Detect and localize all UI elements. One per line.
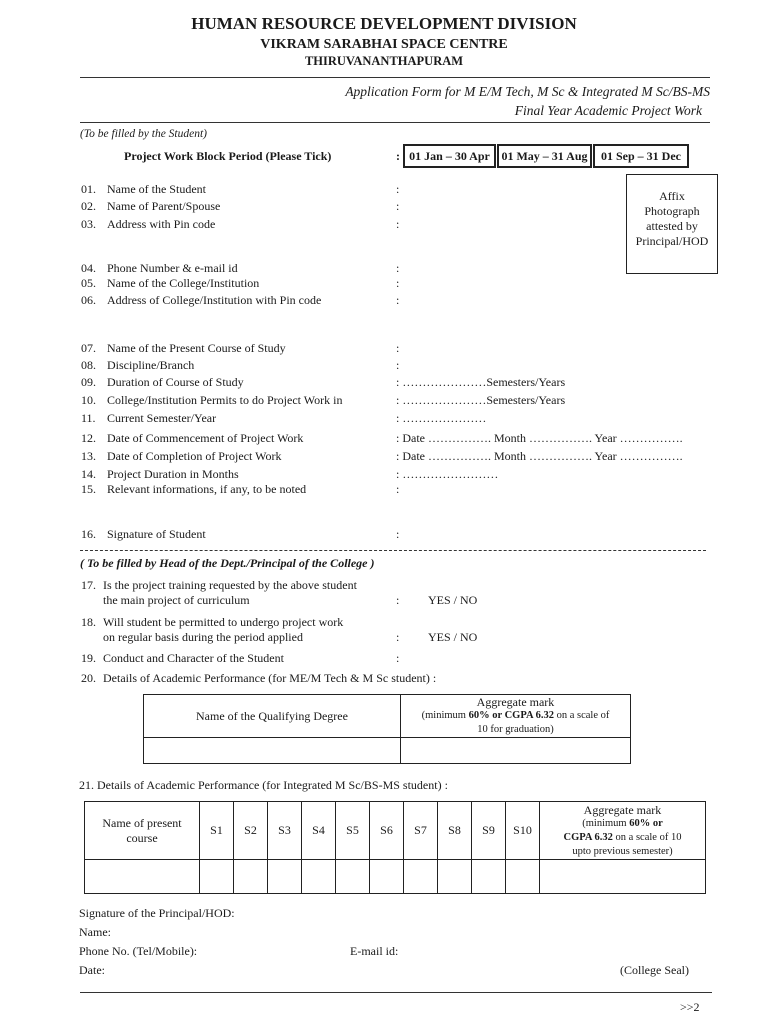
field-number: 14. (81, 467, 96, 481)
form-title-line1: Application Form for M E/M Tech, M Sc & Integrated M Sc/BS-MS (345, 84, 710, 99)
field-label: Name of Parent/Spouse (107, 199, 221, 213)
field-label: Current Semester/Year (107, 411, 217, 425)
field-number: 05. (81, 276, 96, 290)
aggregate-mark-cell[interactable] (540, 860, 706, 894)
field-number: 04. (81, 261, 96, 275)
aggregate-criteria-line2: 10 for graduation) (477, 724, 554, 735)
field-value[interactable]: : Date ……………. Month ……………. Year ……………. (396, 431, 683, 445)
field-label: Will student be permitted to undergo project work (103, 615, 344, 629)
principal-phone-label: Phone No. (Tel/Mobile): (79, 944, 198, 958)
photo-box-line: Affix (659, 189, 685, 203)
semester-mark-cell[interactable] (234, 860, 268, 894)
field-value[interactable]: : (396, 482, 400, 496)
field-colon: : (396, 630, 400, 644)
field-label: Name of the Present Course of Study (107, 341, 286, 355)
semester-marks-table (84, 801, 706, 894)
semester-mark-cell[interactable] (302, 860, 336, 894)
field-label: Is the project training requested by the above student (103, 578, 357, 592)
field-label: Address with Pin code (107, 217, 216, 231)
semester-mark-cell[interactable] (336, 860, 370, 894)
item-21-label: 21. Details of Academic Performance (for Integrated M Sc/BS-MS student) : (79, 778, 448, 792)
field-label: Relevant informations, if any, to be noted (107, 482, 307, 496)
field-value[interactable]: : (396, 358, 400, 372)
field-number: 09. (81, 375, 96, 389)
field-label: Name of the College/Institution (107, 276, 260, 290)
field-colon: : (396, 593, 400, 607)
semester-header: S2 (234, 802, 268, 860)
aggregate-title: Aggregate mark (476, 695, 555, 709)
present-course-cell[interactable] (85, 860, 200, 894)
semester-header: S10 (506, 802, 540, 860)
semester-header: S6 (370, 802, 404, 860)
field-number: 10. (81, 393, 96, 407)
field-label: Name of the Student (107, 182, 206, 196)
field-value[interactable]: : …………………Semesters/Years (396, 393, 566, 407)
division-title: HUMAN RESOURCE DEVELOPMENT DIVISION (191, 14, 577, 33)
field-label: the main project of curriculum (103, 593, 250, 607)
field-number: 20. (81, 671, 96, 685)
field-label: Duration of Course of Study (107, 375, 244, 389)
semester-header: S8 (438, 802, 472, 860)
field-number: 13. (81, 449, 96, 463)
next-page-indicator: >>2 (680, 1000, 700, 1014)
field-label: Discipline/Branch (107, 358, 195, 372)
field-label: Date of Commencement of Project Work (107, 431, 304, 445)
semester-mark-cell[interactable] (438, 860, 472, 894)
field-number: 18. (81, 615, 96, 629)
college-seal-label: (College Seal) (620, 963, 689, 977)
principal-email-label: E-mail id: (350, 944, 399, 958)
field-value[interactable]: : (396, 276, 400, 290)
photo-box-line: Photograph (644, 204, 700, 218)
semester-header: S3 (268, 802, 302, 860)
field-number: 11. (81, 411, 96, 425)
degree-name-cell[interactable] (144, 738, 401, 764)
principal-date-label: Date: (79, 963, 105, 977)
field-label: Signature of Student (107, 527, 206, 541)
photo-box (626, 174, 718, 274)
period-option-jan-apr[interactable]: 01 Jan – 30 Apr (404, 145, 495, 167)
student-section-note: (To be filled by the Student) (80, 128, 208, 140)
semester-mark-cell[interactable] (404, 860, 438, 894)
field-value[interactable]: : …………………… (396, 467, 499, 481)
semester-mark-cell[interactable] (268, 860, 302, 894)
field-number: 16. (81, 527, 96, 541)
block-period-label: Project Work Block Period (Please Tick) (124, 149, 332, 163)
semester-mark-cell[interactable] (200, 860, 234, 894)
aggregate-criteria: (minimum 60% or CGPA 6.32 on a scale of (421, 710, 610, 721)
field-number: 07. (81, 341, 96, 355)
field-number: 15. (81, 482, 96, 496)
yes-no-answer[interactable]: YES / NO (428, 630, 478, 644)
photo-box-line: attested by (646, 219, 698, 233)
field-number: 02. (81, 199, 96, 213)
period-option-may-aug[interactable]: 01 May – 31 Aug (498, 145, 591, 167)
field-value[interactable]: : Date ……………. Month ……………. Year ……………. (396, 449, 683, 463)
field-label: Project Duration in Months (107, 467, 239, 481)
field-number: 17. (81, 578, 96, 592)
aggregate-mark-cell[interactable] (401, 738, 631, 764)
field-value[interactable]: : (396, 182, 400, 196)
field-label: Date of Completion of Project Work (107, 449, 282, 463)
present-course-header: Name of present course (85, 802, 200, 860)
semester-header: S5 (336, 802, 370, 860)
field-label: Conduct and Character of the Student (103, 651, 284, 665)
field-value[interactable]: : (396, 527, 400, 541)
field-value[interactable]: : (396, 293, 400, 307)
form-title-line2: Final Year Academic Project Work (514, 103, 702, 118)
field-value[interactable]: : ………………… (396, 411, 487, 425)
principal-signature-label: Signature of the Principal/HOD: (79, 906, 235, 920)
field-label: on regular basis during the period applied (103, 630, 303, 644)
field-label: Phone Number & e-mail id (107, 261, 238, 275)
footer-rule (80, 992, 712, 993)
degree-name-header: Name of the Qualifying Degree (144, 695, 401, 738)
field-colon[interactable]: : (396, 651, 400, 665)
header-rule (80, 77, 710, 78)
block-period-colon: : (396, 149, 400, 163)
yes-no-answer[interactable]: YES / NO (428, 593, 478, 607)
field-value[interactable]: : (396, 199, 400, 213)
aggregate-mark-header: Aggregate mark (minimum 60% or CGPA 6.32 on a scale of 10 upto previous semester) (540, 802, 706, 860)
aggregate-mark-header (401, 695, 631, 738)
field-value[interactable]: : (396, 217, 400, 231)
semester-mark-cell[interactable] (472, 860, 506, 894)
section-divider (80, 550, 706, 551)
field-number: 12. (81, 431, 96, 445)
field-number: 08. (81, 358, 96, 372)
field-label: Details of Academic Performance (for ME/M Tech & M Sc student) : (103, 671, 437, 685)
field-value[interactable]: : (396, 341, 400, 355)
photo-box-line: Principal/HOD (635, 234, 709, 248)
centre-title: VIKRAM SARABHAI SPACE CENTRE (260, 37, 508, 52)
field-label: Address of College/Institution with Pin code (107, 293, 322, 307)
semester-header: S1 (200, 802, 234, 860)
semester-header: S7 (404, 802, 438, 860)
hod-section-note: ( To be filled by Head of the Dept./Principal of the College ) (80, 556, 375, 570)
field-number: 03. (81, 217, 96, 231)
city-title: THIRUVANANTHAPURAM (304, 54, 464, 68)
semester-header: S9 (472, 802, 506, 860)
semester-mark-cell[interactable] (506, 860, 540, 894)
title-rule (80, 122, 710, 123)
field-number: 06. (81, 293, 96, 307)
field-value[interactable]: : …………………Semesters/Years (396, 375, 566, 389)
qualifying-degree-table (143, 694, 631, 764)
principal-name-label: Name: (79, 925, 111, 939)
field-number: 01. (81, 182, 96, 196)
field-number: 19. (81, 651, 96, 665)
semester-header: S4 (302, 802, 336, 860)
field-label: College/Institution Permits to do Project Work in (107, 393, 343, 407)
semester-mark-cell[interactable] (370, 860, 404, 894)
field-value[interactable]: : (396, 261, 400, 275)
period-option-sep-dec[interactable]: 01 Sep – 31 Dec (594, 145, 688, 167)
